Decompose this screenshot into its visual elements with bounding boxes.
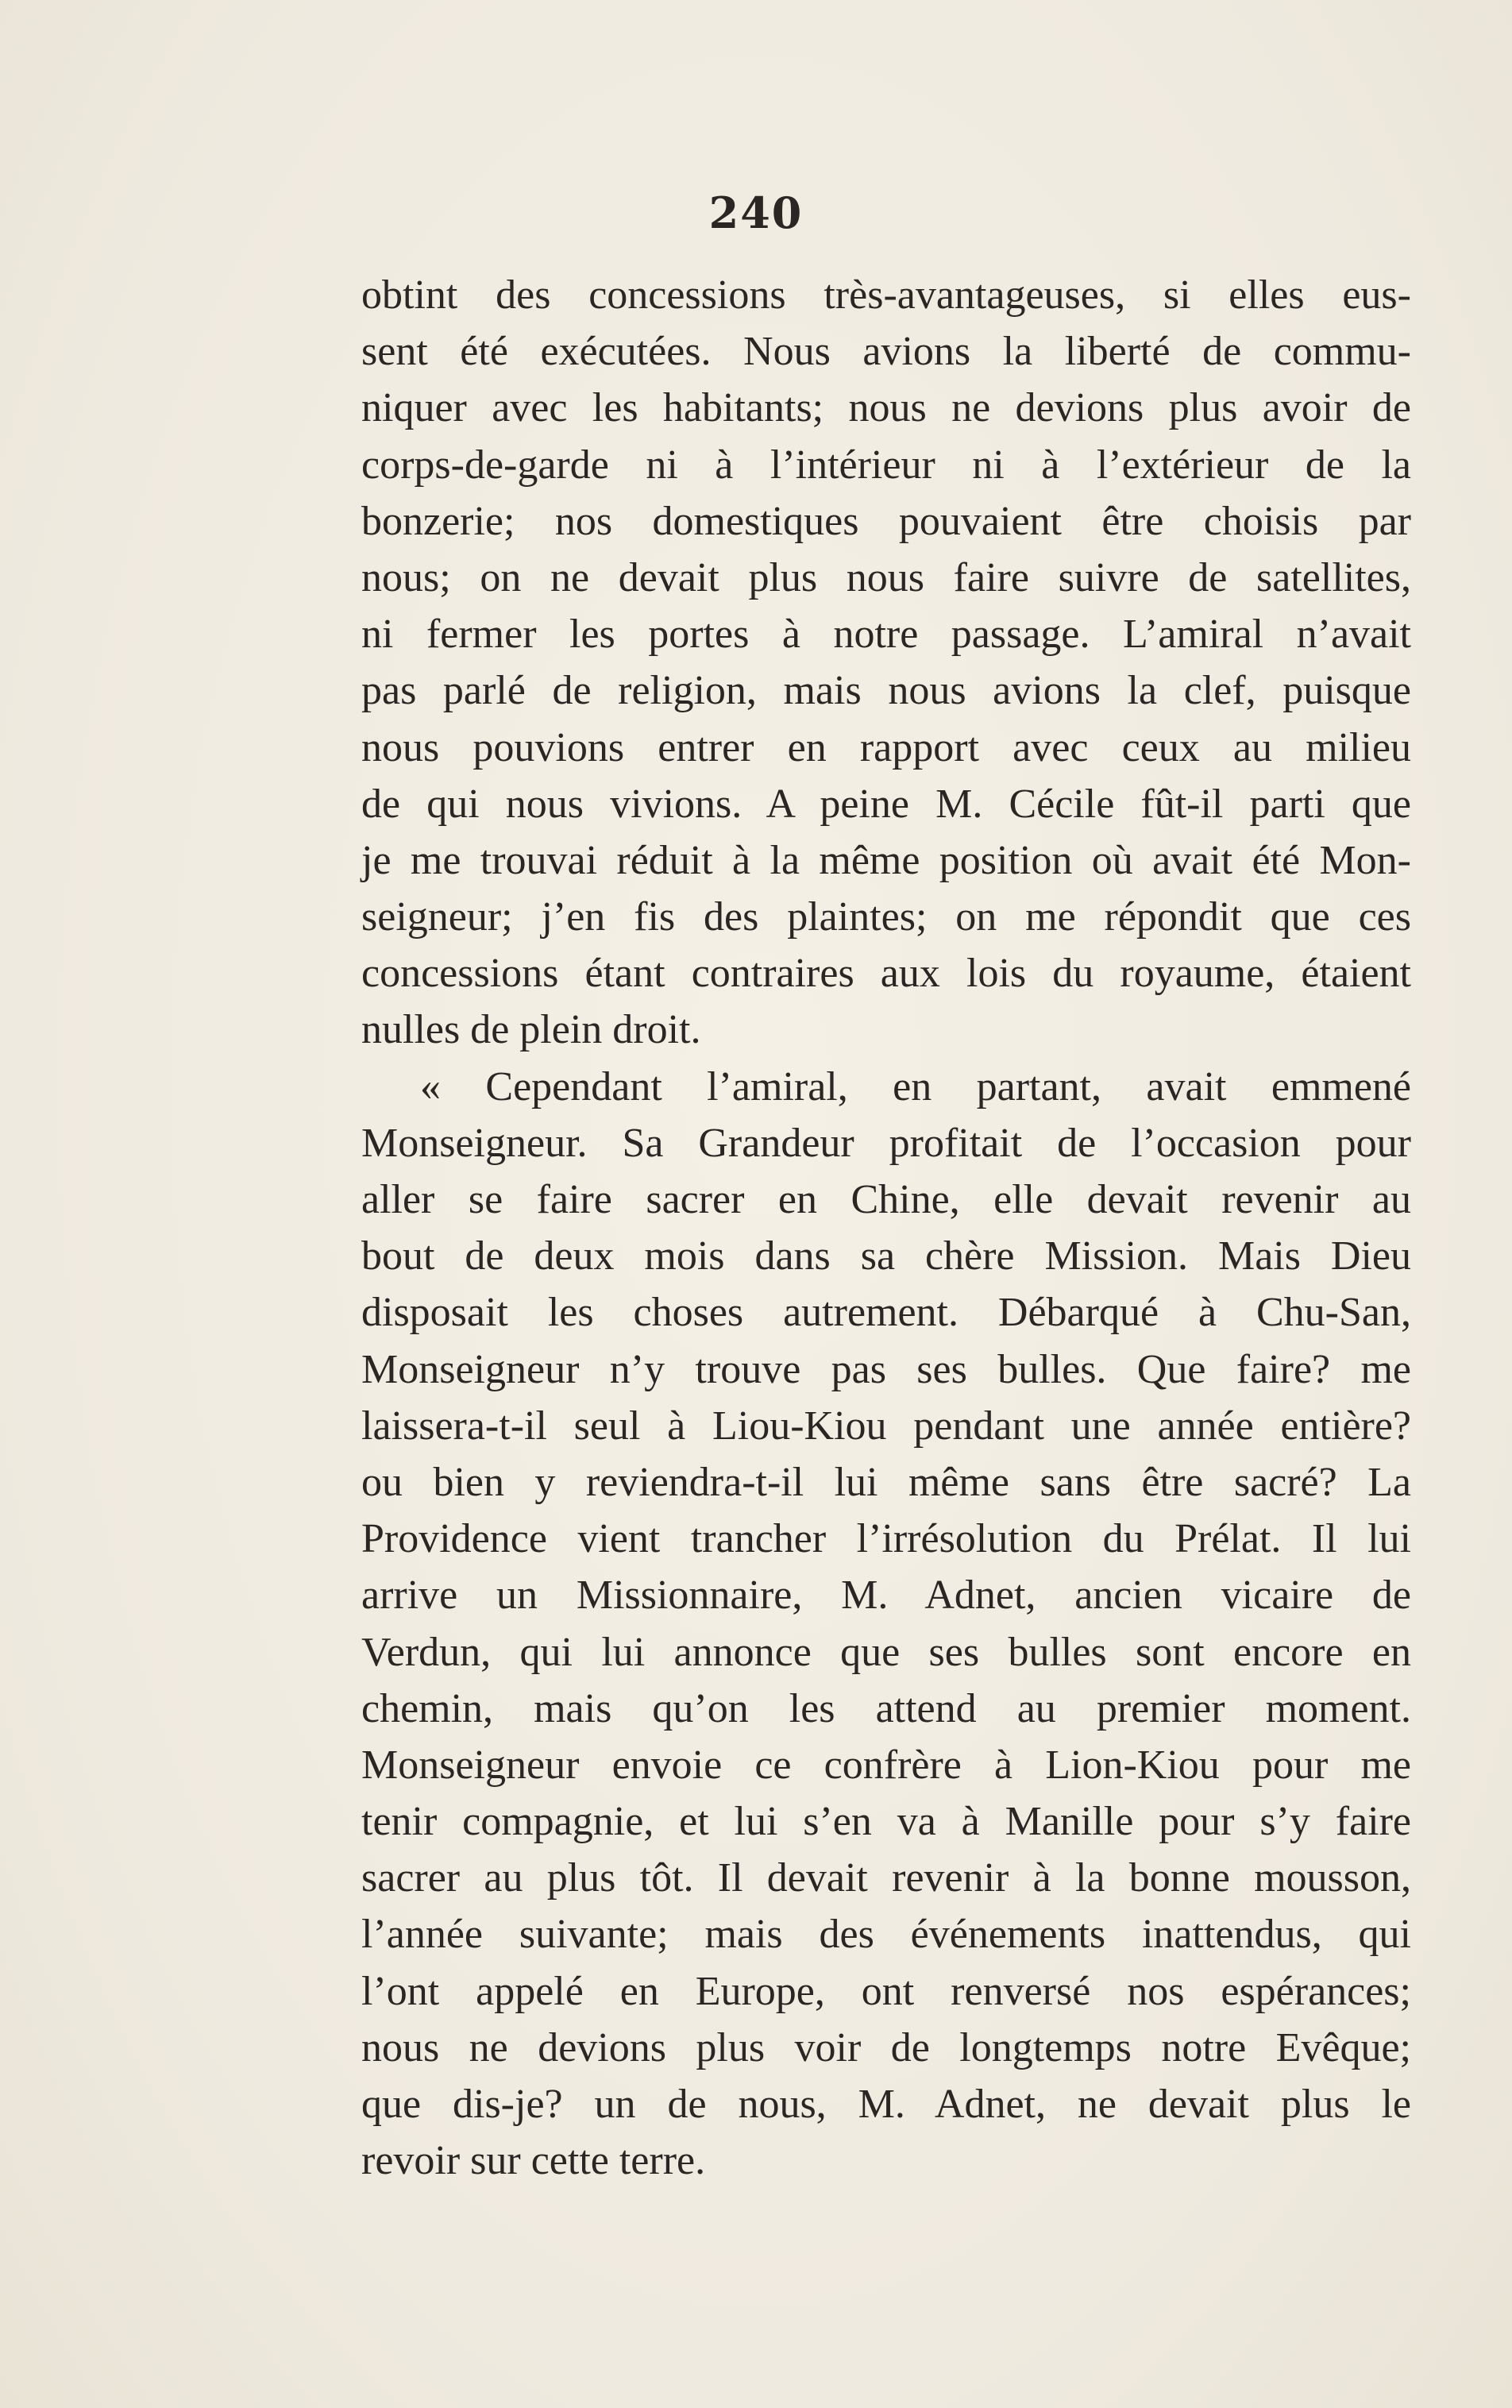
text-line: l’année suivante; mais des événements inattendus, qui <box>361 1912 1411 1958</box>
text-line: bonzerie; nos domestiques pouvaient être choisis par <box>361 498 1411 544</box>
text-line: Monseigneur n’y trouve pas ses bulles. Que faire? me <box>361 1346 1411 1392</box>
text-line: niquer avec les habitants; nous ne devions plus avoir de <box>361 385 1411 431</box>
text-line: seigneur; j’en fis des plaintes; on me répondit que ces <box>361 894 1411 940</box>
text-line: sent été exécutées. Nous avions la liberté de commu- <box>361 329 1411 375</box>
text-line: Monseigneur. Sa Grandeur profitait de l’occasion pour <box>361 1120 1411 1166</box>
text-line: nous; on ne devait plus nous faire suivre de satellites, <box>361 554 1411 600</box>
text-line: sacrer au plus tôt. Il devait revenir à la bonne mousson, <box>361 1855 1411 1901</box>
text-line: aller se faire sacrer en Chine, elle devait revenir au <box>361 1177 1411 1222</box>
text-line: chemin, mais qu’on les attend au premier moment. <box>361 1685 1411 1731</box>
text-line: Verdun, qui lui annonce que ses bulles sont encore en <box>361 1629 1411 1675</box>
text-line: corps-de-garde ni à l’intérieur ni à l’extérieur de la <box>361 442 1411 488</box>
paragraph <box>361 1059 1411 2190</box>
text-line: arrive un Missionnaire, M. Adnet, ancien vicaire de <box>361 1573 1411 1619</box>
page-number: 240 <box>708 187 804 238</box>
text-line: concessions étant contraires aux lois du royaume, étaient <box>361 951 1411 997</box>
text-line: je me trouvai réduit à la même position où avait été Mon- <box>361 837 1411 883</box>
text-line: bout de deux mois dans sa chère Mission. Mais Dieu <box>361 1233 1411 1279</box>
text-line: ou bien y reviendra-t-il lui même sans être sacré? La <box>361 1459 1411 1505</box>
body-text <box>361 267 1411 2189</box>
text-line: Providence vient trancher l’irrésolution du Prélat. Il lui <box>361 1516 1411 1562</box>
text-line: Monseigneur envoie ce confrère à Lion-Kiou pour me <box>361 1742 1411 1788</box>
text-line: « Cependant l’amiral, en partant, avait emmené <box>420 1063 1411 1109</box>
text-line: ni fermer les portes à notre passage. L’amiral n’avait <box>361 612 1411 658</box>
text-line: nous ne devions plus voir de longtemps notre Evêque; <box>361 2024 1411 2070</box>
paragraph <box>361 267 1411 1059</box>
text-line: pas parlé de religion, mais nous avions la clef, puisque <box>361 668 1411 714</box>
text-line: laissera-t-il seul à Liou-Kiou pendant une année entière? <box>361 1403 1411 1449</box>
text-line: disposait les choses autrement. Débarqué à Chu-San, <box>361 1290 1411 1336</box>
text-line: nulles de plein droit. <box>361 1007 701 1053</box>
text-line: nous pouvions entrer en rapport avec ceux au milieu <box>361 724 1411 770</box>
text-line: de qui nous vivions. A peine M. Cécile fût-il parti que <box>361 781 1411 827</box>
text-line: que dis-je? un de nous, M. Adnet, ne devait plus le <box>361 2082 1411 2127</box>
text-line: revoir sur cette terre. <box>361 2138 706 2184</box>
text-line: obtint des concessions très-avantageuses, si elles eus- <box>361 272 1411 318</box>
text-line: l’ont appelé en Europe, ont renversé nos espérances; <box>361 1968 1411 2014</box>
text-line: tenir compagnie, et lui s’en va à Manille pour s’y faire <box>361 1799 1411 1845</box>
